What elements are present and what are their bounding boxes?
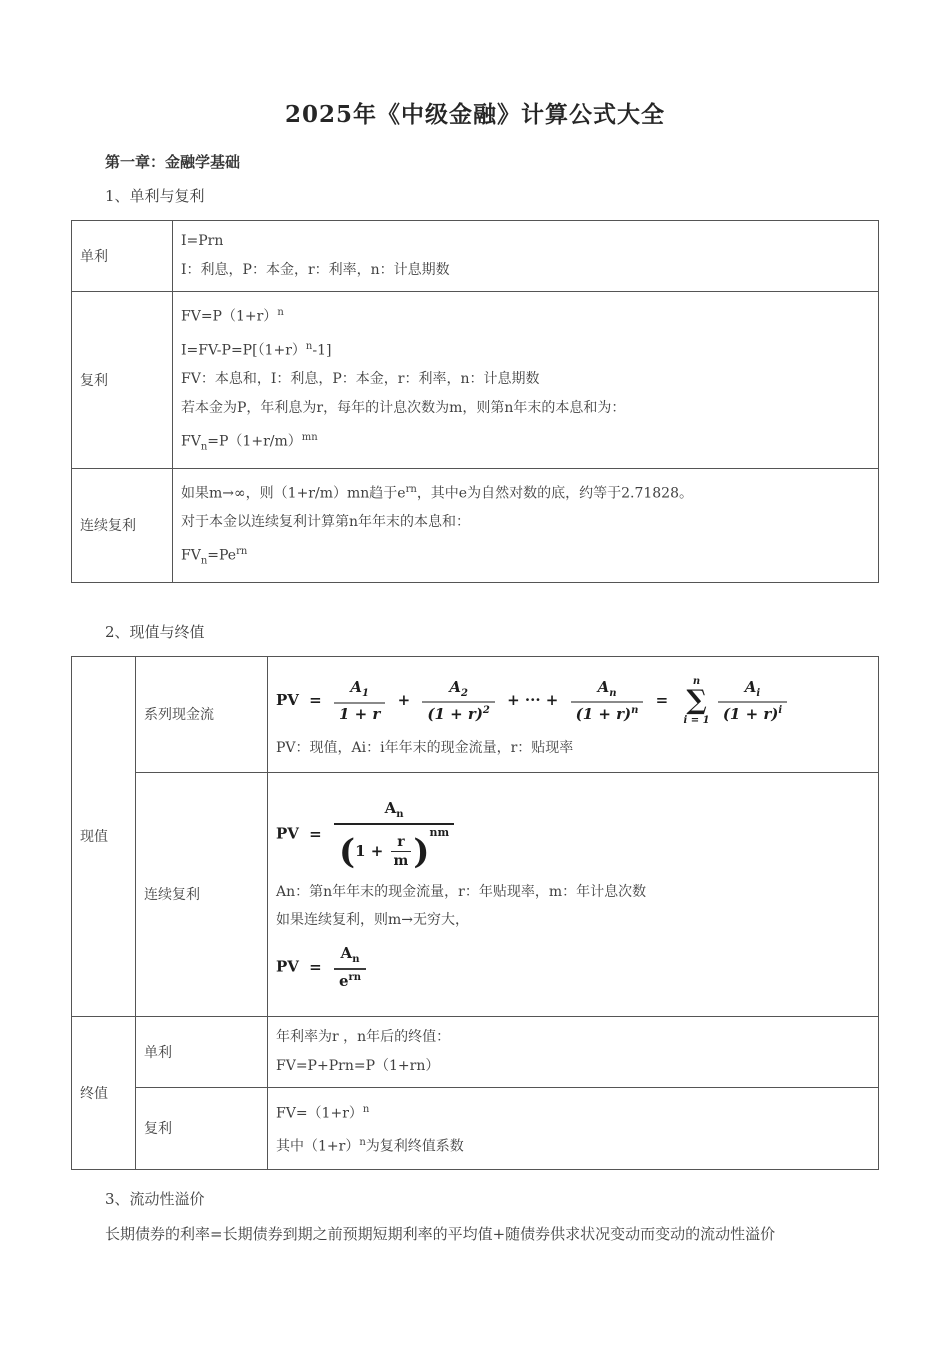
row-label-simple-interest: 单利: [72, 221, 173, 292]
table-row-compound-interest: [72, 292, 879, 469]
page-title: 2025年《中级金融》计算公式大全: [284, 101, 665, 128]
inner-fraction: [391, 834, 412, 871]
numerator: [334, 799, 454, 823]
formula-line: FV=P+Prn=P（1+rn）: [276, 1057, 440, 1074]
section-2-heading: 2、现值与终值: [105, 622, 205, 641]
equals-sign: =: [309, 824, 322, 843]
pv-series-formula: [276, 677, 870, 725]
definition-line: 年利率为r ，n年后的终值：: [276, 1028, 451, 1045]
formula-text: -1]: [312, 342, 332, 359]
exponent: i: [778, 705, 783, 717]
expression: (1 + r): [722, 705, 779, 724]
table-row-series-cashflow: [72, 656, 879, 772]
equals-sign: =: [309, 691, 322, 710]
row-label-continuous-compound: 连续复利: [136, 772, 268, 1016]
row-label-simple-interest: 单利: [136, 1016, 268, 1087]
formula-text: 如果m→∞，则（1+r/m）mn趋于e: [181, 485, 406, 502]
expression: (1 + r): [575, 705, 632, 724]
subscript: n: [200, 555, 208, 567]
left-paren: (: [338, 831, 356, 872]
table-row-pv-continuous-compound: [72, 772, 879, 1016]
denominator: [334, 702, 385, 725]
cell-series-cashflow: [268, 656, 879, 772]
cell-pv-continuous-compound: [268, 772, 879, 1016]
variable: A: [597, 677, 610, 696]
numerator: [334, 944, 366, 968]
formula-text: FV: [181, 548, 201, 565]
definition-line: [181, 475, 870, 509]
subscript: n: [609, 687, 617, 699]
ellipsis-plus: + ··· +: [507, 691, 559, 710]
exponent: mn: [301, 432, 318, 444]
fraction-term-2: [422, 678, 495, 725]
liquidity-premium-text: 长期债券的利率=长期债券到期之前预期短期利率的平均值+随债券供求状况变动而变动的流动性溢价: [105, 1224, 776, 1243]
definition-line: [276, 1128, 870, 1162]
subscript: 1: [361, 688, 369, 700]
pv-discrete-formula: [276, 799, 870, 870]
formula-line: [276, 1095, 870, 1129]
denominator: m: [391, 851, 412, 870]
fraction-term-i: [718, 678, 787, 725]
exponent: n: [362, 1103, 370, 1115]
definition-line: 如果连续复利，则m→无穷大，: [276, 912, 470, 929]
row-label-series-cashflow: 系列现金流: [136, 656, 268, 772]
definition-line: An：第n年年末的现金流量，r：年贴现率，m：年计息次数: [276, 884, 647, 901]
exponent: rn: [348, 971, 362, 983]
variable: A: [340, 944, 353, 963]
variable: A: [350, 678, 362, 697]
formula-text: 其中（1+r）: [276, 1139, 360, 1156]
variable: A: [449, 677, 461, 696]
exponent: n: [631, 705, 639, 717]
exponent: 2: [482, 705, 490, 717]
formula-lhs: PV: [276, 691, 299, 710]
denominator: [334, 968, 366, 992]
denominator: [334, 823, 454, 870]
row-label-compound-interest: 复利: [136, 1087, 268, 1169]
denominator: [571, 701, 644, 725]
plus-sign: +: [397, 691, 411, 710]
formula-line: [181, 537, 870, 575]
definition-line: I：利息，P：本金，r：利率，n：计息期数: [181, 262, 450, 278]
cell-compound-interest: [173, 292, 879, 469]
formula-line: [181, 423, 870, 461]
formula-line: [181, 298, 870, 332]
definition-line: 对于本金以连续复利计算第n年年末的本息和：: [181, 514, 471, 531]
formula-text: I=FV-P=P[（1+r）: [181, 342, 306, 359]
table-row-fv-simple: [72, 1016, 879, 1087]
expression: 1 + r: [338, 704, 381, 723]
exponent: n: [359, 1137, 366, 1149]
subscript: n: [200, 441, 208, 453]
formula-text: ，其中e为自然对数的底，约等于2.71828。: [416, 485, 693, 502]
subscript: n: [352, 954, 360, 966]
definition-line: PV：现值，Ai：i年年末的现金流量，r：贴现率: [276, 739, 574, 756]
exponent: rn: [405, 483, 417, 495]
cell-fv-simple: [268, 1016, 879, 1087]
sigma-icon: ∑: [686, 685, 707, 717]
equals-sign: =: [309, 957, 322, 976]
formula-line: [181, 332, 870, 366]
section-1-heading: 1、单利与复利: [105, 187, 205, 205]
row-label-present-value: 现值: [72, 656, 136, 1016]
formula-lhs: PV: [276, 957, 299, 976]
table-row-simple-interest: [72, 221, 879, 292]
denominator: [422, 701, 495, 725]
variable: A: [744, 677, 757, 696]
fraction-term-1: [334, 678, 385, 724]
row-label-continuous-compound: 连续复利: [72, 468, 173, 582]
sum-lower-limit: i = 1: [683, 714, 710, 726]
table-row-continuous-compound: [72, 468, 879, 582]
equals-sign: =: [655, 691, 669, 710]
formula-text: 为复利终值系数: [365, 1139, 464, 1156]
definition-line: 若本金为P，年利息为r，每年的计息次数为m，则第n年末的本息和为：: [181, 400, 626, 417]
summation-symbol: [683, 677, 709, 725]
expression: (1 + r): [427, 705, 483, 724]
main-fraction: [334, 799, 454, 870]
formula-text: FV=（1+r）: [276, 1105, 363, 1122]
row-label-compound-interest: 复利: [72, 292, 173, 469]
variable: e: [338, 971, 349, 990]
exponent: nm: [429, 825, 450, 839]
numerator: r: [397, 833, 405, 850]
formula-text: FV: [181, 433, 201, 450]
exponent: rn: [236, 546, 248, 558]
definition-line: FV：本息和，I：利息，P：本金，r：利率，n：计息期数: [181, 371, 540, 388]
sum-upper-limit: n: [692, 676, 701, 688]
numerator: [571, 678, 644, 702]
pv-continuous-formula: [276, 944, 870, 991]
section-3-heading: 3、流动性溢价: [105, 1189, 205, 1208]
row-label-future-value: 终值: [72, 1016, 136, 1169]
formula-text: FV=P（1+r）: [181, 308, 278, 325]
subscript: 2: [460, 687, 468, 699]
fraction-term-n: [571, 678, 644, 725]
subscript: n: [396, 809, 404, 821]
simple-compound-interest-table: [71, 220, 879, 583]
formula-text: =Pe: [207, 548, 237, 565]
main-fraction: [334, 944, 366, 991]
numerator: [334, 678, 385, 702]
chapter-heading: 第一章：金融学基础: [105, 153, 241, 171]
exponent: n: [277, 307, 284, 318]
subscript: i: [756, 687, 761, 699]
formula-lhs: PV: [276, 824, 299, 843]
numerator: [718, 678, 787, 702]
cell-continuous-compound: [173, 468, 879, 582]
cell-fv-compound: [268, 1087, 879, 1169]
numerator: [422, 678, 495, 702]
exponent: n: [305, 340, 313, 352]
right-paren: ): [413, 831, 430, 872]
cell-simple-interest: [173, 221, 879, 292]
formula-line: I=Prn: [181, 233, 224, 249]
present-future-value-table: [71, 656, 879, 1170]
denominator: [718, 701, 787, 725]
expression: 1 +: [355, 841, 384, 860]
variable: A: [384, 799, 397, 818]
table-row-fv-compound: [72, 1087, 879, 1169]
formula-text: =P（1+r/m）: [207, 433, 302, 450]
